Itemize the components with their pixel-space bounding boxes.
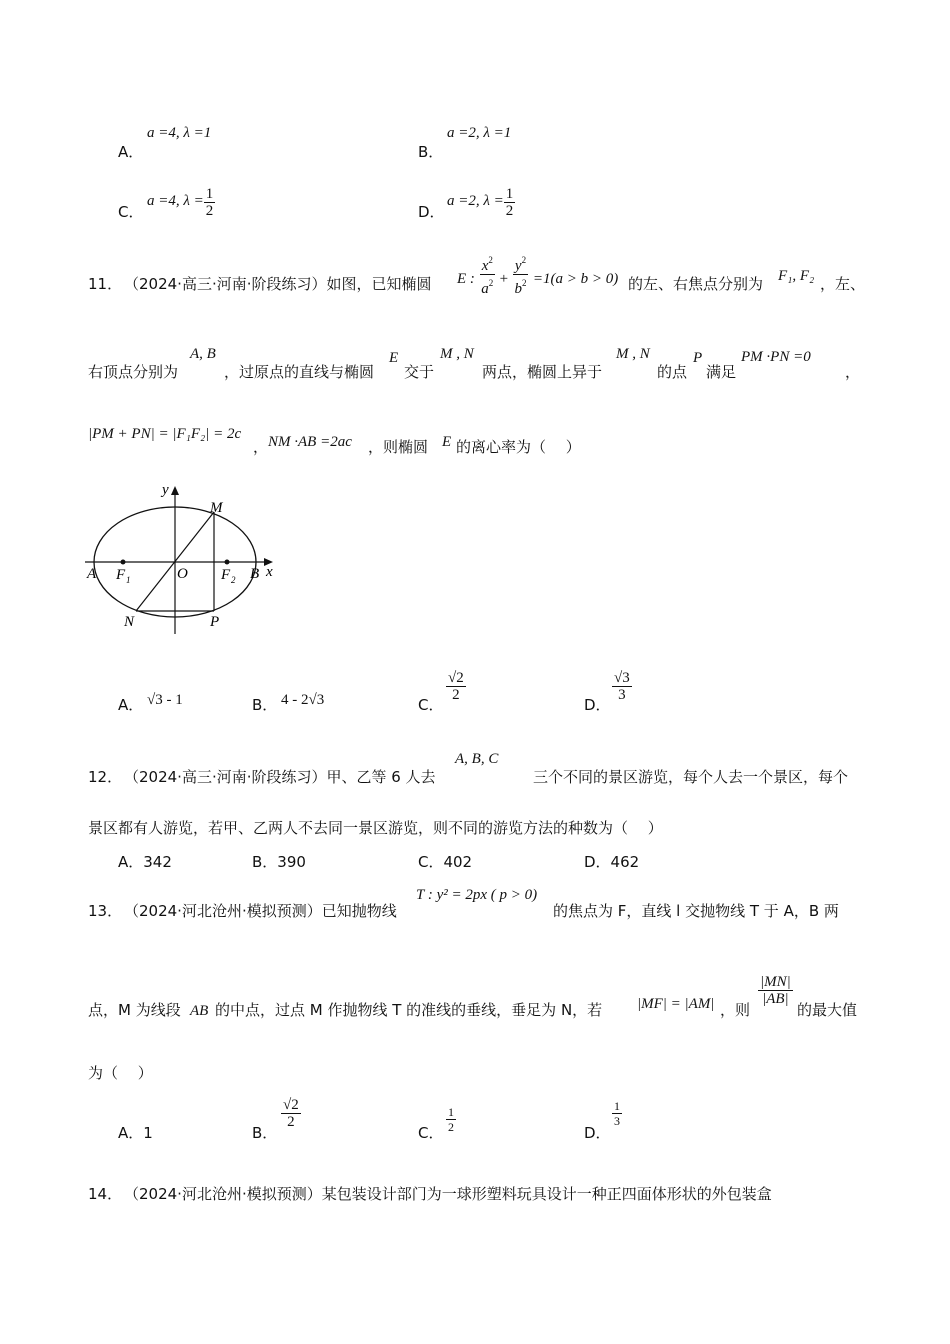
focus-f2-dot (225, 560, 230, 565)
q10-option-c-label: C． (118, 203, 144, 221)
q13-option-b-label: B． (252, 1124, 278, 1142)
q11-text-3b: ，则椭圆 (368, 438, 429, 456)
q12-number: 12． (88, 768, 123, 786)
q10-option-c-math: a =4, λ = $\frac{1}{2}$ (147, 186, 214, 219)
q11-text-3c: E (442, 434, 452, 450)
q11-option-d-label: D． (584, 696, 611, 714)
q13-ratio-fraction: |MN| |AB| (760, 974, 791, 1007)
q11-text-2a: 右顶点分别为 (88, 363, 179, 381)
label-x: x (266, 564, 273, 580)
q13-option-d-label: D． (584, 1124, 611, 1142)
q11-text-2d: 两点，椭圆上异于 (482, 363, 603, 381)
q10-option-b-label: B． (418, 143, 444, 161)
q11-points-mn-2: M , N (616, 346, 650, 362)
q11-option-a-label: A． (118, 696, 144, 714)
label-f2-sub: 2 (231, 575, 236, 585)
q13-text-2c: ，则 (720, 1001, 751, 1019)
q10-option-d-math: a =2, λ = $\frac{1}{2}$ (447, 186, 514, 219)
label-y: y (162, 482, 169, 498)
q10-option-a-math: a =4, λ =1 (147, 125, 212, 141)
q11-text-1b: ，左、 (820, 275, 866, 293)
q10-option-d-label: D． (418, 203, 445, 221)
q13-option-c-fraction: 1 2 (448, 1105, 454, 1134)
q11-ellipse-name: E (389, 350, 399, 366)
q13-text-2d: 的最大值 (797, 1001, 858, 1019)
q10-option-a-label: A． (118, 143, 144, 161)
q12-text-2: 景区都有人游览，若甲、乙两人不去同一景区游览，则不同的游览方法的种数为（ ） (88, 819, 663, 837)
q12-places: A, B, C (455, 751, 499, 767)
q11-option-a-math: √3 - 1 (147, 692, 183, 708)
q12-text-1a: （2024·高三·河南·阶段练习）甲、乙等 6 人去 (124, 768, 436, 786)
q11-condition-1: PM ·PN =0 (741, 349, 811, 365)
q13-option-b-fraction: √2 2 (283, 1097, 299, 1130)
q13-parabola: T : y² = 2px ( p > 0) (416, 887, 538, 903)
q11-points-mn: M , N (440, 346, 474, 362)
q14-number: 14． (88, 1185, 123, 1203)
q12-option-d: D．462 (584, 853, 640, 871)
q11-ellipse-equation: E : $\frac{x^2}{a^2}$ + $\frac{y^2}{b^2}$ =1(a > b > 0) (457, 252, 618, 297)
q11-text-2c: 交于 (404, 363, 435, 381)
q13-text-2b: 的中点，过点 M 作抛物线 T 的准线的垂线，垂足为 N，若 (215, 1001, 603, 1019)
label-f1-sub: 1 (126, 575, 131, 585)
q11-vertices: A, B (190, 346, 216, 362)
q11-text-1: 的左、右焦点分别为 (628, 275, 764, 293)
q13-text-3: 为（ ） (88, 1064, 153, 1082)
q11-ellipse-figure (80, 478, 290, 638)
label-p: P (210, 614, 220, 630)
q13-option-a: A．1 (118, 1124, 153, 1142)
q11-text-3d: 的离心率为（ ） (456, 438, 581, 456)
label-f2: F (221, 567, 231, 583)
q13-text-2a: 点，M 为线段 (88, 1001, 181, 1019)
q13-segment: AB (190, 1003, 209, 1019)
q11-number: 11． (88, 275, 123, 293)
q11-text-2b: ，过原点的直线与椭圆 (224, 363, 375, 381)
q13-option-c-label: C． (418, 1124, 444, 1142)
q13-condition: |MF| = |AM| (637, 996, 715, 1012)
label-b: B (250, 566, 260, 582)
q11-text-2f: 满足 (706, 363, 737, 381)
q11-condition-2: |PM + PN| = |F₁F₂| = 2c (88, 426, 242, 442)
q13-text-1b: 的焦点为 F，直线 l 交抛物线 T 于 A，B 两 (553, 902, 839, 920)
q11-option-b-label: B． (252, 696, 278, 714)
q11-text-3a: ， (253, 438, 269, 456)
q11-text-2e: 的点 (657, 363, 688, 381)
label-f1: F (116, 567, 126, 583)
q11-option-d-fraction: √3 3 (614, 670, 630, 703)
y-axis-arrow-icon (171, 486, 179, 495)
label-o: O (177, 566, 188, 582)
q11-point-p: P (693, 350, 703, 366)
q14-text: （2024·河北沧州·模拟预测）某包装设计部门为一球形塑料玩具设计一种正四面体形状的外包装盒 (124, 1185, 772, 1203)
q13-option-d-fraction: 1 3 (614, 1099, 620, 1128)
q12-text-1b: 三个不同的景区游览，每个人去一个景区，每个 (533, 768, 849, 786)
q12-option-b: B．390 (252, 853, 306, 871)
q11-comma: ， (845, 363, 861, 381)
q12-option-c: C．402 (418, 853, 473, 871)
focus-f1-dot (121, 560, 126, 565)
label-a: A (87, 566, 97, 582)
q11-option-c-label: C． (418, 696, 444, 714)
q11-foci: F₁, F₂ (778, 268, 815, 284)
label-m: M (210, 500, 223, 516)
q11-condition-3: NM ·AB =2ac (268, 434, 352, 450)
q11-option-b-math: 4 - 2√3 (281, 692, 325, 708)
q13-number: 13． (88, 902, 123, 920)
q12-option-a: A．342 (118, 853, 172, 871)
q13-text-1a: （2024·河北沧州·模拟预测）已知抛物线 (124, 902, 397, 920)
q10-option-b-math: a =2, λ =1 (447, 125, 512, 141)
label-n: N (124, 614, 135, 630)
q11-source: （2024·高三·河南·阶段练习）如图，已知椭圆 (124, 275, 432, 293)
q11-option-c-fraction: √2 2 (448, 670, 464, 703)
